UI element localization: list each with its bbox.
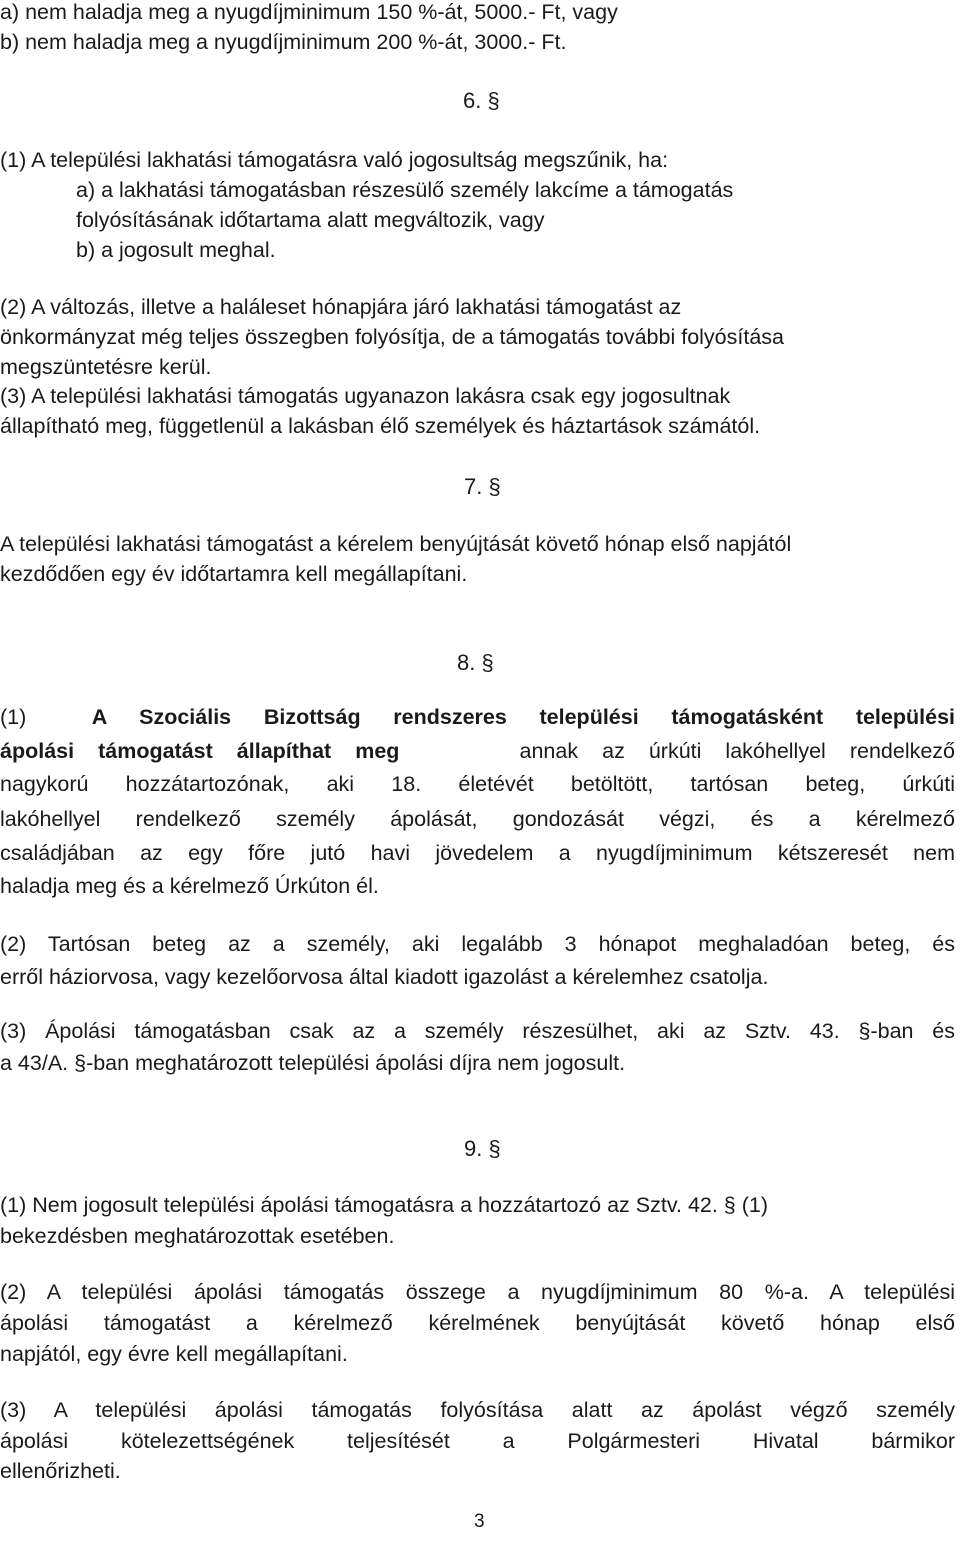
s9-p3-l3: ellenőrizheti. [0,1459,121,1483]
s8-p1-l2-rest: annak az úrkúti lakóhellyel rendelkező [519,739,956,763]
s6-p1-b: b) a jogosult meghal. [76,238,276,262]
s6-p2-l1: (2) A változás, illetve a haláleset hónapjára járó lakhatási támogatást az [0,295,682,319]
s9-p3-l1: (3) A települési ápolási támogatás folyósítása alatt az ápolást végző személy [0,1398,955,1422]
s8-p1-bold-1: A Szociális Bizottság rendszeres települési támogatásként települési [91,705,955,729]
intro-line-b: b) nem haladja meg a nyugdíjminimum 200 %-át, 3000.- Ft. [0,30,567,54]
s6-p2-l3: megszüntetésre kerül. [0,355,212,379]
s6-p2-l2: önkormányzat még teljes összegben folyósítja, de a támogatás további folyósítása [0,325,784,349]
page-number: 3 [474,1511,485,1532]
section-8-heading: 8. § [457,650,494,675]
s8-p1-l5: családjában az egy főre jutó havi jövedelem a nyugdíjminimum kétszeresét nem [0,841,955,865]
s6-p1-a2: folyósításának időtartama alatt megváltozik, vagy [76,208,545,232]
section-6-heading: 6. § [463,88,500,113]
s6-p1-a1: a) a lakhatási támogatásban részesülő személy lakcíme a támogatás [76,178,734,202]
s6-p3-l2: állapítható meg, függetlenül a lakásban élő személyek és háztartások számától. [0,414,761,438]
s9-p3-l2: ápolási kötelezettségének teljesítését a Polgármesteri Hivatal bármikor [0,1429,955,1453]
s9-p1-l1: (1) Nem jogosult települési ápolási támogatásra a hozzátartozó az Sztv. 42. § (1) [0,1193,769,1217]
s9-p2-l3: napjától, egy évre kell megállapítani. [0,1342,348,1366]
s8-p1-l2 [0,741,955,763]
intro-line-a: a) nem haladja meg a nyugdíjminimum 150 %-át, 5000.- Ft, vagy [0,0,618,24]
s8-p3-l1: (3) Ápolási támogatásban csak az a személy részesülhet, aki az Sztv. 43. §-ban és [0,1019,955,1043]
s7-l2: kezdődően egy év időtartamra kell megállapítani. [0,562,468,586]
s8-p1-l4: lakóhellyel rendelkező személy ápolását, gondozását végzi, és a kérelmező [0,807,955,831]
s8-p1-l1 [0,707,955,729]
s8-p1-number: (1) [0,705,27,729]
s9-p2-l1: (2) A települési ápolási támogatás összege a nyugdíjminimum 80 %-a. A települési [0,1280,955,1304]
s8-p3-l2: a 43/A. §-ban meghatározott települési ápolási díjra nem jogosult. [0,1051,626,1075]
section-7-heading: 7. § [464,474,501,499]
s9-p1-l2: bekezdésben meghatározottak esetében. [0,1224,395,1248]
s6-p3-l1: (3) A települési lakhatási támogatás ugyanazon lakásra csak egy jogosultnak [0,384,731,408]
s9-p2-l2: ápolási támogatást a kérelmező kérelmének benyújtását követő hónap első [0,1311,955,1335]
s8-p1-bold-2: ápolási támogatást állapíthat meg [0,739,400,763]
s8-p2-l2: erről háziorvosa, vagy kezelőorvosa által kiadott igazolást a kérelemhez csatolja. [0,965,769,989]
s8-p1-l3: nagykorú hozzátartozónak, aki 18. életévét betöltött, tartósan beteg, úrkúti [0,772,955,796]
section-9-heading: 9. § [464,1136,501,1161]
s8-p1-l6: haladja meg és a kérelmező Úrkúton él. [0,874,379,898]
s8-p2-l1: (2) Tartósan beteg az a személy, aki legalább 3 hónapot meghaladóan beteg, és [0,932,955,956]
s7-l1: A települési lakhatási támogatást a kérelem benyújtását követő hónap első napjától [0,532,792,556]
s6-p1-lead: (1) A települési lakhatási támogatásra való jogosultság megszűnik, ha: [0,148,669,172]
